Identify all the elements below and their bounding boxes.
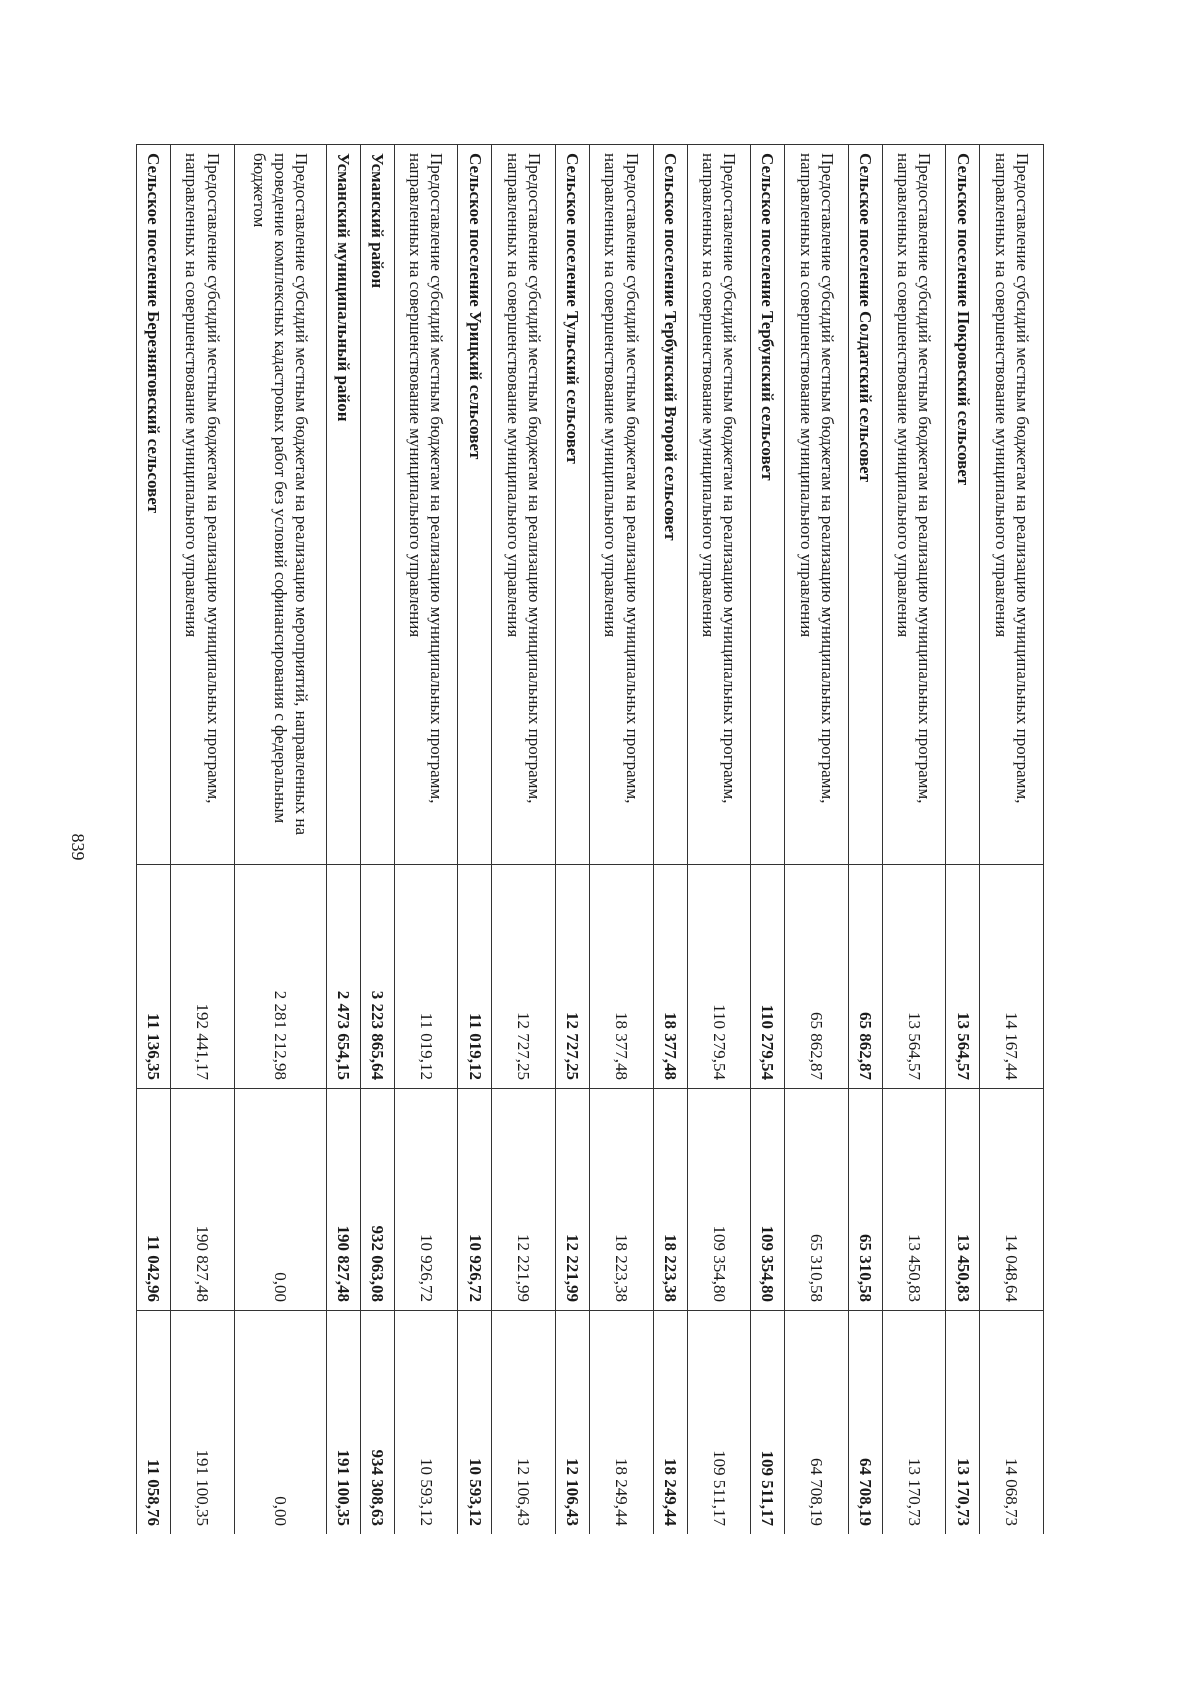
table-row — [137, 145, 171, 1535]
table-row — [394, 145, 458, 1535]
budget-table — [136, 144, 1044, 1534]
value-cell-3: 10 593,12 — [394, 1311, 458, 1535]
row-name-cell: Усманский муниципальный район — [326, 145, 360, 865]
row-name-cell: Предоставление субсидий местным бюджетам на реализацию муниципальных программ, направленных на совершенствование муниципального управления — [394, 145, 458, 865]
table-row — [556, 145, 590, 1535]
value-cell-1: 13 564,57 — [946, 865, 980, 1089]
value-cell-1: 192 441,17 — [171, 865, 235, 1089]
table-row — [458, 145, 492, 1535]
row-name-cell: Предоставление субсидий местным бюджетам на реализацию муниципальных программ, направленных на совершенствование муниципального управления — [492, 145, 556, 865]
value-cell-2: 190 827,48 — [171, 1089, 235, 1311]
value-cell-1: 11 019,12 — [394, 865, 458, 1089]
table-row — [492, 145, 556, 1535]
value-cell-2: 65 310,58 — [785, 1089, 849, 1311]
value-cell-1: 11 136,35 — [137, 865, 171, 1089]
value-cell-3: 934 308,63 — [360, 1311, 394, 1535]
row-name-cell: Сельское поселение Тербунский Второй сельсовет — [653, 145, 687, 865]
table-row — [687, 145, 751, 1535]
table-row — [360, 145, 394, 1535]
value-cell-1: 11 019,12 — [458, 865, 492, 1089]
table-row — [326, 145, 360, 1535]
value-cell-2: 109 354,80 — [751, 1089, 785, 1311]
value-cell-2: 10 926,72 — [458, 1089, 492, 1311]
value-cell-3: 0,00 — [234, 1311, 326, 1535]
value-cell-2: 13 450,83 — [946, 1089, 980, 1311]
page-number: 839 — [68, 833, 88, 861]
value-cell-2: 932 063,08 — [360, 1089, 394, 1311]
row-name-cell: Усманский район — [360, 145, 394, 865]
value-cell-2: 18 223,38 — [653, 1089, 687, 1311]
row-name-cell: Предоставление субсидий местным бюджетам на реализацию муниципальных программ, направленных на совершенствование муниципального управления — [687, 145, 751, 865]
value-cell-2: 12 221,99 — [492, 1089, 556, 1311]
value-cell-1: 18 377,48 — [653, 865, 687, 1089]
value-cell-3: 191 100,35 — [171, 1311, 235, 1535]
table-row — [590, 145, 654, 1535]
value-cell-2: 12 221,99 — [556, 1089, 590, 1311]
row-name-cell: Сельское поселение Покровский сельсовет — [946, 145, 980, 865]
table-row — [848, 145, 882, 1535]
row-name-cell: Предоставление субсидий местным бюджетам на реализацию муниципальных программ, направленных на совершенствование муниципального управления — [882, 145, 946, 865]
value-cell-2: 13 450,83 — [882, 1089, 946, 1311]
value-cell-3: 11 058,76 — [137, 1311, 171, 1535]
value-cell-2: 18 223,38 — [590, 1089, 654, 1311]
table-row — [946, 145, 980, 1535]
row-name-cell: Сельское поселение Тербунский сельсовет — [751, 145, 785, 865]
table-row — [653, 145, 687, 1535]
row-name-cell: Предоставление субсидий местным бюджетам на реализацию муниципальных программ, направленных на совершенствование муниципального управления — [980, 145, 1044, 865]
value-cell-1: 13 564,57 — [882, 865, 946, 1089]
value-cell-3: 14 068,73 — [980, 1311, 1044, 1535]
value-cell-2: 10 926,72 — [394, 1089, 458, 1311]
value-cell-3: 109 511,17 — [687, 1311, 751, 1535]
table-row — [882, 145, 946, 1535]
row-name-cell: Сельское поселение Тульский сельсовет — [556, 145, 590, 865]
value-cell-3: 10 593,12 — [458, 1311, 492, 1535]
value-cell-3: 12 106,43 — [556, 1311, 590, 1535]
value-cell-3: 64 708,19 — [785, 1311, 849, 1535]
row-name-cell: Сельское поселение Урицкий сельсовет — [458, 145, 492, 865]
row-name-cell: Сельское поселение Березняговский сельсовет — [137, 145, 171, 865]
table-row — [234, 145, 326, 1535]
row-name-cell: Предоставление субсидий местным бюджетам на реализацию муниципальных программ, направленных на совершенствование муниципального управления — [171, 145, 235, 865]
value-cell-1: 2 281 212,98 — [234, 865, 326, 1089]
table-row — [171, 145, 235, 1535]
value-cell-1: 3 223 865,64 — [360, 865, 394, 1089]
value-cell-3: 109 511,17 — [751, 1311, 785, 1535]
value-cell-2: 11 042,96 — [137, 1089, 171, 1311]
value-cell-1: 65 862,87 — [785, 865, 849, 1089]
value-cell-2: 190 827,48 — [326, 1089, 360, 1311]
budget-table-body — [137, 145, 1044, 1535]
value-cell-3: 64 708,19 — [848, 1311, 882, 1535]
value-cell-3: 12 106,43 — [492, 1311, 556, 1535]
value-cell-2: 65 310,58 — [848, 1089, 882, 1311]
value-cell-2: 109 354,80 — [687, 1089, 751, 1311]
value-cell-1: 12 727,25 — [492, 865, 556, 1089]
value-cell-1: 110 279,54 — [687, 865, 751, 1089]
rotated-table-area — [136, 144, 1044, 1534]
value-cell-1: 65 862,87 — [848, 865, 882, 1089]
table-row — [980, 145, 1044, 1535]
value-cell-3: 18 249,44 — [590, 1311, 654, 1535]
row-name-cell: Предоставление субсидий местным бюджетам на реализацию муниципальных программ, направленных на совершенствование муниципального управления — [785, 145, 849, 865]
value-cell-1: 110 279,54 — [751, 865, 785, 1089]
value-cell-1: 12 727,25 — [556, 865, 590, 1089]
value-cell-1: 18 377,48 — [590, 865, 654, 1089]
value-cell-3: 18 249,44 — [653, 1311, 687, 1535]
value-cell-1: 14 167,44 — [980, 865, 1044, 1089]
row-name-cell: Предоставление субсидий местным бюджетам на реализацию мероприятий, направленных на проведение комплексных кадастровых работ без условий софинансирования с федеральным бюджетом — [234, 145, 326, 865]
value-cell-1: 2 473 654,15 — [326, 865, 360, 1089]
table-row — [785, 145, 849, 1535]
table-row — [751, 145, 785, 1535]
row-name-cell: Предоставление субсидий местным бюджетам на реализацию муниципальных программ, направленных на совершенствование муниципального управления — [590, 145, 654, 865]
row-name-cell: Сельское поселение Солдатский сельсовет — [848, 145, 882, 865]
value-cell-2: 14 048,64 — [980, 1089, 1044, 1311]
value-cell-3: 13 170,73 — [946, 1311, 980, 1535]
value-cell-3: 191 100,35 — [326, 1311, 360, 1535]
value-cell-3: 13 170,73 — [882, 1311, 946, 1535]
value-cell-2: 0,00 — [234, 1089, 326, 1311]
